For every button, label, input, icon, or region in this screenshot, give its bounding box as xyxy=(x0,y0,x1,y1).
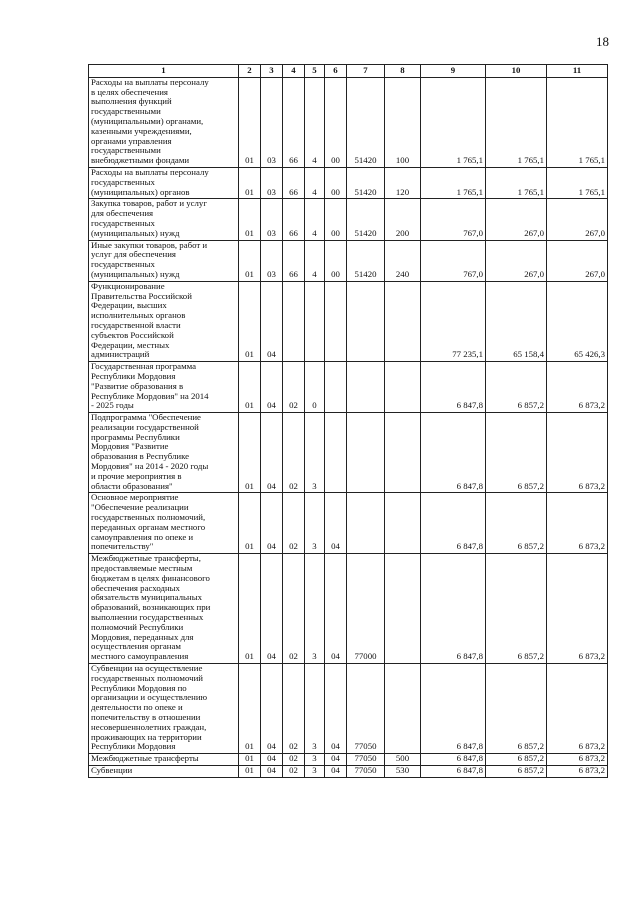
code-cell: 04 xyxy=(261,362,283,413)
amount-cell: 6 857,2 xyxy=(486,554,547,664)
amount-cell: 65 158,4 xyxy=(486,281,547,361)
table-header-row xyxy=(89,65,608,78)
code-cell: 51420 xyxy=(347,167,385,198)
code-cell: 4 xyxy=(305,240,325,281)
amount-cell: 6 873,2 xyxy=(547,554,608,664)
code-cell xyxy=(347,493,385,554)
code-cell: 04 xyxy=(325,664,347,754)
column-header-9: 9 xyxy=(421,65,486,78)
code-cell: 01 xyxy=(239,765,261,777)
amount-cell: 6 873,2 xyxy=(547,493,608,554)
amount-cell: 6 857,2 xyxy=(486,765,547,777)
amount-cell: 1 765,1 xyxy=(486,167,547,198)
table-row xyxy=(89,240,608,281)
column-header-6: 6 xyxy=(325,65,347,78)
table-row xyxy=(89,199,608,240)
code-cell: 03 xyxy=(261,240,283,281)
amount-cell: 1 765,1 xyxy=(421,77,486,167)
code-cell: 02 xyxy=(283,765,305,777)
amount-cell: 6 857,2 xyxy=(486,664,547,754)
amount-cell: 6 873,2 xyxy=(547,664,608,754)
code-cell: 02 xyxy=(283,664,305,754)
code-cell: 03 xyxy=(261,77,283,167)
amount-cell: 6 847,8 xyxy=(421,554,486,664)
amount-cell: 1 765,1 xyxy=(547,77,608,167)
code-cell: 77050 xyxy=(347,664,385,754)
amount-cell: 6 873,2 xyxy=(547,362,608,413)
column-header-1: 1 xyxy=(89,65,239,78)
amount-cell: 6 847,8 xyxy=(421,765,486,777)
code-cell xyxy=(347,362,385,413)
row-name-cell: Субвенции на осуществление государственных полномочий Республики Мордовия по организации и осуществлению деятельности по опеке и попечительству в отношении несовершеннолетних граждан, проживающих на территории Республики Мордовия xyxy=(89,664,239,754)
row-name-cell: Расходы на выплаты персоналу в целях обеспечения выполнения функций государственными (муниципальными) органами, казенными учреждениями, органами управления государственными внебюджетными фондами xyxy=(89,77,239,167)
amount-cell: 6 873,2 xyxy=(547,413,608,493)
table-row xyxy=(89,77,608,167)
code-cell: 04 xyxy=(261,664,283,754)
amount-cell: 6 857,2 xyxy=(486,362,547,413)
row-name-cell: Субвенции xyxy=(89,765,239,777)
code-cell: 4 xyxy=(305,167,325,198)
amount-cell: 6 847,8 xyxy=(421,493,486,554)
code-cell: 03 xyxy=(261,199,283,240)
row-name-cell: Подпрограмма "Обеспечение реализации государственной программы Республики Мордовия "Развитие образования в Республике Мордовия" на 2014 - 2020 годы и прочие мероприятия в области образования" xyxy=(89,413,239,493)
code-cell: 04 xyxy=(325,765,347,777)
amount-cell: 767,0 xyxy=(421,240,486,281)
code-cell xyxy=(385,362,421,413)
code-cell: 01 xyxy=(239,240,261,281)
code-cell: 01 xyxy=(239,199,261,240)
code-cell: 120 xyxy=(385,167,421,198)
code-cell: 100 xyxy=(385,77,421,167)
code-cell: 3 xyxy=(305,754,325,766)
code-cell: 530 xyxy=(385,765,421,777)
code-cell: 66 xyxy=(283,77,305,167)
budget-table xyxy=(88,64,608,778)
code-cell xyxy=(385,493,421,554)
code-cell: 0 xyxy=(305,362,325,413)
code-cell: 04 xyxy=(261,754,283,766)
code-cell: 200 xyxy=(385,199,421,240)
amount-cell: 6 873,2 xyxy=(547,754,608,766)
amount-cell: 267,0 xyxy=(547,240,608,281)
code-cell: 240 xyxy=(385,240,421,281)
code-cell: 04 xyxy=(261,554,283,664)
table-row xyxy=(89,167,608,198)
amount-cell: 77 235,1 xyxy=(421,281,486,361)
row-name-cell: Межбюджетные трансферты xyxy=(89,754,239,766)
code-cell: 3 xyxy=(305,765,325,777)
code-cell: 04 xyxy=(325,754,347,766)
column-header-11: 11 xyxy=(547,65,608,78)
amount-cell: 267,0 xyxy=(486,240,547,281)
amount-cell: 1 765,1 xyxy=(486,77,547,167)
code-cell: 03 xyxy=(261,167,283,198)
amount-cell: 6 847,8 xyxy=(421,664,486,754)
code-cell: 01 xyxy=(239,77,261,167)
code-cell: 4 xyxy=(305,77,325,167)
row-name-cell: Государственная программа Республики Мордовия "Развитие образования в Республике Мордовия" на 2014 - 2025 годы xyxy=(89,362,239,413)
code-cell: 66 xyxy=(283,199,305,240)
amount-cell: 6 857,2 xyxy=(486,413,547,493)
table-row xyxy=(89,754,608,766)
table-row xyxy=(89,554,608,664)
amount-cell: 1 765,1 xyxy=(547,167,608,198)
code-cell xyxy=(385,281,421,361)
amount-cell: 267,0 xyxy=(486,199,547,240)
row-name-cell: Расходы на выплаты персоналу государственных (муниципальных) органов xyxy=(89,167,239,198)
amount-cell: 6 857,2 xyxy=(486,493,547,554)
code-cell xyxy=(347,413,385,493)
amount-cell: 6 857,2 xyxy=(486,754,547,766)
code-cell xyxy=(283,281,305,361)
code-cell: 02 xyxy=(283,362,305,413)
table-row xyxy=(89,413,608,493)
code-cell: 02 xyxy=(283,554,305,664)
code-cell: 51420 xyxy=(347,199,385,240)
code-cell: 00 xyxy=(325,199,347,240)
code-cell: 01 xyxy=(239,167,261,198)
column-header-7: 7 xyxy=(347,65,385,78)
code-cell: 00 xyxy=(325,240,347,281)
code-cell: 02 xyxy=(283,754,305,766)
code-cell: 02 xyxy=(283,413,305,493)
table-row xyxy=(89,765,608,777)
code-cell: 77050 xyxy=(347,765,385,777)
amount-cell: 65 426,3 xyxy=(547,281,608,361)
code-cell: 01 xyxy=(239,664,261,754)
amount-cell: 767,0 xyxy=(421,199,486,240)
code-cell: 4 xyxy=(305,199,325,240)
amount-cell: 6 873,2 xyxy=(547,765,608,777)
amount-cell: 1 765,1 xyxy=(421,167,486,198)
code-cell: 66 xyxy=(283,167,305,198)
column-header-5: 5 xyxy=(305,65,325,78)
code-cell: 04 xyxy=(261,493,283,554)
column-header-4: 4 xyxy=(283,65,305,78)
code-cell: 04 xyxy=(325,493,347,554)
table-row xyxy=(89,281,608,361)
code-cell: 00 xyxy=(325,167,347,198)
column-header-8: 8 xyxy=(385,65,421,78)
row-name-cell: Иные закупки товаров, работ и услуг для обеспечения государственных (муниципальных) нужд xyxy=(89,240,239,281)
code-cell: 01 xyxy=(239,754,261,766)
table-row xyxy=(89,664,608,754)
amount-cell: 6 847,8 xyxy=(421,413,486,493)
table-row xyxy=(89,493,608,554)
column-header-3: 3 xyxy=(261,65,283,78)
column-header-10: 10 xyxy=(486,65,547,78)
page-number: 18 xyxy=(596,34,609,49)
code-cell: 04 xyxy=(325,554,347,664)
amount-cell: 267,0 xyxy=(547,199,608,240)
code-cell: 3 xyxy=(305,413,325,493)
code-cell: 01 xyxy=(239,413,261,493)
code-cell: 01 xyxy=(239,554,261,664)
code-cell: 51420 xyxy=(347,240,385,281)
code-cell: 01 xyxy=(239,281,261,361)
table-row xyxy=(89,362,608,413)
code-cell: 500 xyxy=(385,754,421,766)
code-cell: 04 xyxy=(261,281,283,361)
code-cell xyxy=(385,554,421,664)
code-cell: 01 xyxy=(239,362,261,413)
code-cell: 77000 xyxy=(347,554,385,664)
code-cell xyxy=(325,281,347,361)
row-name-cell: Основное мероприятие "Обеспечение реализации государственных полномочий, переданных органам местного самоуправления по опеке и попечительству" xyxy=(89,493,239,554)
column-header-2: 2 xyxy=(239,65,261,78)
code-cell: 66 xyxy=(283,240,305,281)
code-cell xyxy=(347,281,385,361)
code-cell xyxy=(385,664,421,754)
row-name-cell: Закупка товаров, работ и услуг для обеспечения государственных (муниципальных) нужд xyxy=(89,199,239,240)
code-cell xyxy=(305,281,325,361)
amount-cell: 6 847,8 xyxy=(421,754,486,766)
row-name-cell: Межбюджетные трансферты, предоставляемые местным бюджетам в целях финансового обеспечения расходных обязательств муниципальных образований, возникающих при выполнении государственных полномочий Республики Мордовия, переданных для осуществления органам местного самоуправления xyxy=(89,554,239,664)
code-cell xyxy=(325,362,347,413)
code-cell: 04 xyxy=(261,765,283,777)
code-cell xyxy=(325,413,347,493)
code-cell xyxy=(385,413,421,493)
code-cell: 04 xyxy=(261,413,283,493)
code-cell: 3 xyxy=(305,664,325,754)
row-name-cell: Функционирование Правительства Российской Федерации, высших исполнительных органов государственной власти субъектов Российской Федерации, местных администраций xyxy=(89,281,239,361)
code-cell: 3 xyxy=(305,554,325,664)
code-cell: 01 xyxy=(239,493,261,554)
amount-cell: 6 847,8 xyxy=(421,362,486,413)
code-cell: 51420 xyxy=(347,77,385,167)
code-cell: 00 xyxy=(325,77,347,167)
code-cell: 3 xyxy=(305,493,325,554)
code-cell: 77050 xyxy=(347,754,385,766)
code-cell: 02 xyxy=(283,493,305,554)
